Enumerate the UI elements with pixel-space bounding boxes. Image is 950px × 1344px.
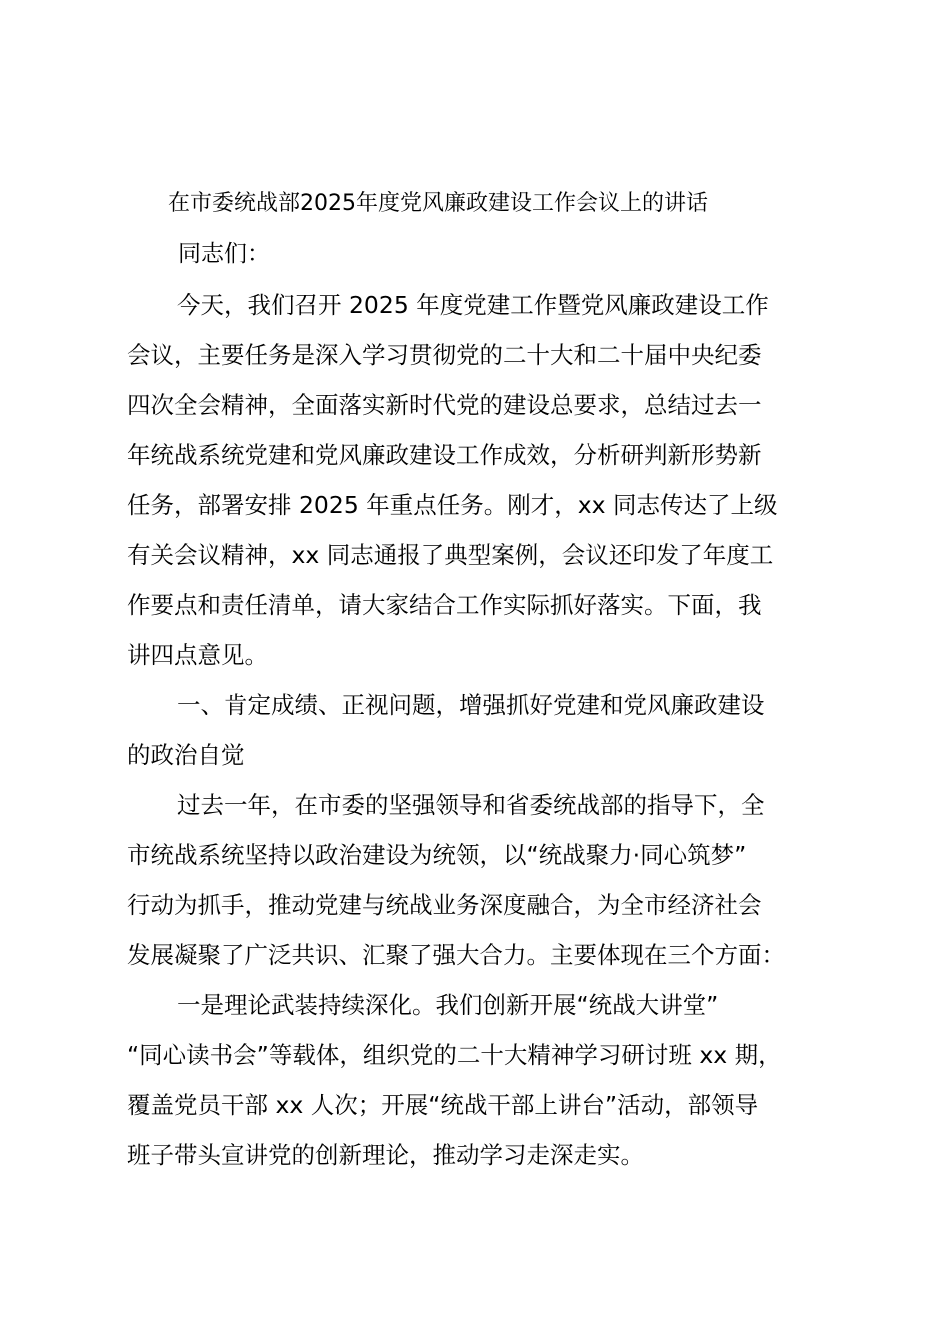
text-line: 过去一年，在市委的坚强领导和省委统战部的指导下，全 — [177, 791, 765, 819]
text-line: 年统战系统党建和党风廉政建设工作成效，分析研判新形势新 — [127, 441, 762, 469]
salutation: 同志们： — [178, 241, 270, 267]
text-line: 讲四点意见。 — [127, 641, 268, 669]
paragraph-opening — [127, 280, 833, 680]
text-line: 市统战系统坚持以政治建设为统领，以“统战聚力·同心筑梦” — [127, 841, 747, 869]
paragraph-theory — [127, 980, 833, 1180]
text-line: 的政治自觉 — [127, 741, 245, 769]
text-line: 任务，部署安排 2025 年重点任务。刚才，xx 同志传达了上级 — [127, 491, 778, 519]
text-line: 班子带头宣讲党的创新理论，推动学习走深走实。 — [127, 1141, 644, 1169]
text-line: 一、肯定成绩、正视问题，增强抓好党建和党风廉政建设 — [177, 691, 765, 719]
paragraph-review — [127, 780, 833, 980]
document-title: 在市委统战部2025年度党风廉政建设工作会议上的讲话 — [168, 191, 708, 216]
text-line: 四次全会精神，全面落实新时代党的建设总要求，总结过去一 — [127, 391, 762, 419]
text-line: 发展凝聚了广泛共识、汇聚了强大合力。主要体现在三个方面： — [127, 941, 785, 969]
text-line: 覆盖党员干部 xx 人次；开展“统战干部上讲台”活动，部领导 — [127, 1091, 759, 1119]
text-line: “同心读书会”等载体，组织党的二十大精神学习研讨班 xx 期， — [127, 1041, 782, 1069]
text-line: 作要点和责任清单，请大家结合工作实际抓好落实。下面，我 — [127, 591, 762, 619]
text-line: 有关会议精神，xx 同志通报了典型案例，会议还印发了年度工 — [127, 541, 774, 569]
text-line: 今天，我们召开 2025 年度党建工作暨党风廉政建设工作 — [177, 291, 769, 319]
text-line: 行动为抓手，推动党建与统战业务深度融合，为全市经济社会 — [127, 891, 762, 919]
section-heading-one — [127, 680, 833, 780]
text-line: 会议，主要任务是深入学习贯彻党的二十大和二十届中央纪委 — [127, 341, 762, 369]
text-line: 一是理论武装持续深化。我们创新开展“统战大讲堂” — [177, 991, 719, 1019]
